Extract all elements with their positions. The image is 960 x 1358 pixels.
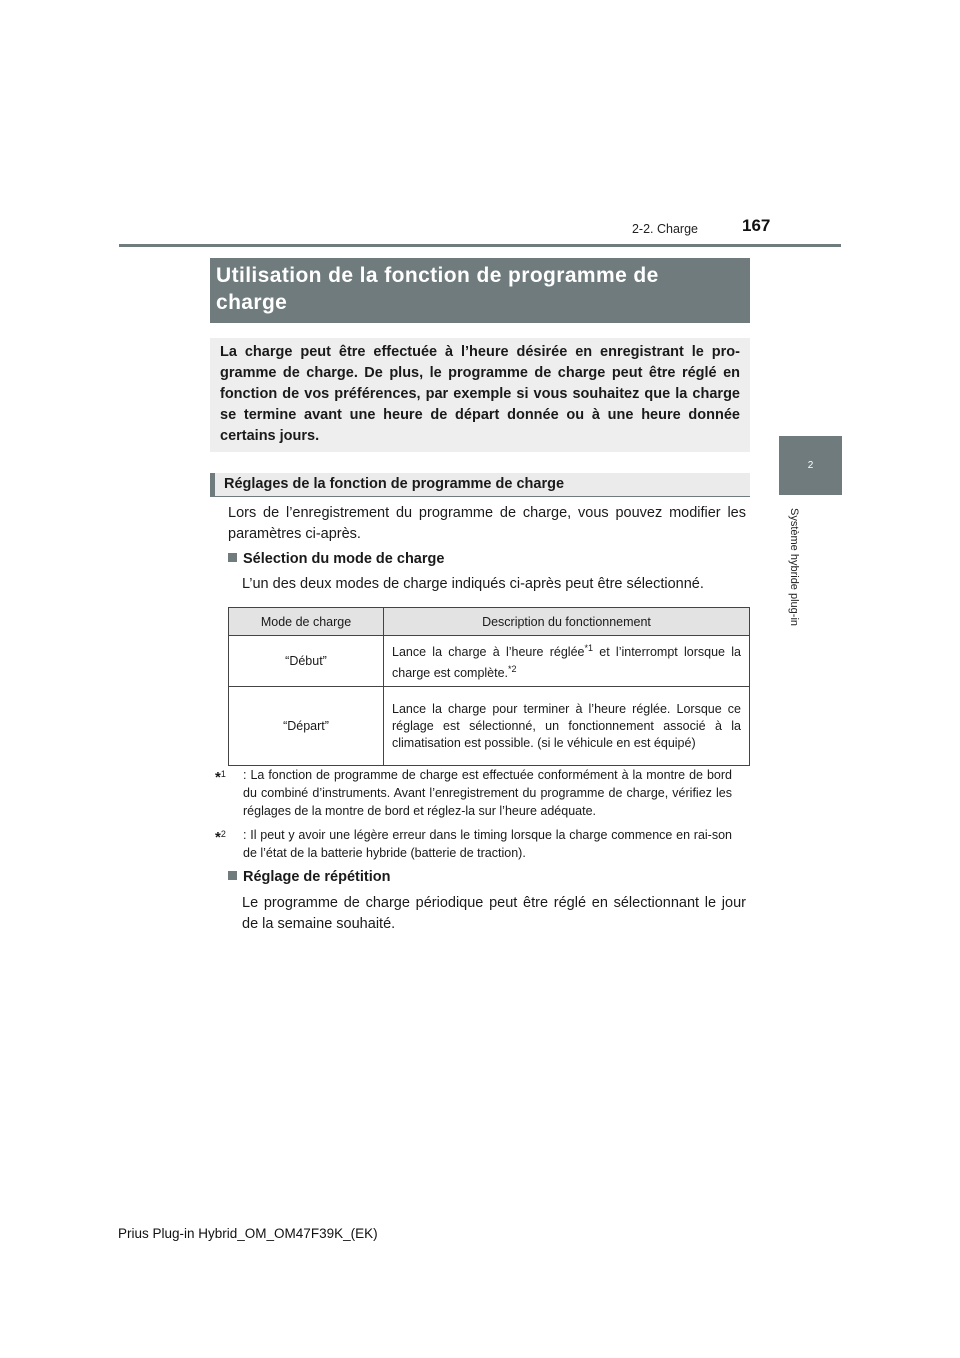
subheading-repeat-text: Réglage de répétition [243,869,391,885]
chapter-tab-label: Système hybride plug-in [788,508,800,627]
intro-box [210,338,750,452]
document-footer: Prius Plug-in Hybrid_OM_OM47F39K_(EK) [118,1226,378,1241]
table-header-row [229,608,750,636]
table-header-description: Description du fonctionnement [384,608,750,636]
footnote-1 [215,766,745,822]
table-cell-mode: “Départ” [229,687,384,766]
footnote-text: : Il peut y avoir une légère erreur dans le timing lorsque la charge commence en rai-son de l’état de la batterie hybride (batterie de traction). [243,828,732,860]
section-heading [210,473,750,497]
desc-text: et l’interrompt lorsque la charge est complète. [392,645,741,681]
section-heading-bar [210,473,215,497]
table-cell-description [384,636,750,687]
subheading-charge-mode [228,551,444,567]
chapter-tab-number: 2 [807,460,814,471]
paragraph-intro-settings: Lors de l’enregistrement du programme de charge, vous pouvez modifier les paramètres ci-après. [228,505,746,542]
subheading-repeat [228,869,390,885]
table-cell-description: Lance la charge pour terminer à l’heure réglée. Lorsque ce réglage est sélectionné, un fonctionnement associé à la climatisation est possible. (si le véhicule en est équipé) [384,687,750,766]
page-title [210,258,750,323]
footnote-star: * [215,769,221,786]
table-cell-mode: “Début” [229,636,384,687]
footnote-number: 1 [220,769,226,779]
footnote-ref: *2 [508,664,517,675]
page-number: 167 [742,216,771,235]
bullet-square-icon [228,871,237,880]
subheading-charge-mode-text: Sélection du mode de charge [243,551,445,567]
footnote-star: * [215,829,221,846]
page-title-line2: charge [216,291,288,314]
paragraph-repeat: Le programme de charge périodique peut être réglé en sélectionnant le jour de la semaine souhaité. [242,895,746,932]
intro-text: La charge peut être effectuée à l’heure désirée en enregistrant le pro-gramme de charge. De plus, le programme de charge peut être réglé en fonction de vos préférences, par exemple si vous souhaitez que la charge se termine avant une heure de départ donnée ou à une heure donnée certains jours. [220,344,740,444]
table-header-mode: Mode de charge [229,608,384,636]
footnote-number: 2 [220,829,226,839]
page-title-line1: Utilisation de la fonction de programme de [216,264,659,287]
bullet-square-icon [228,553,237,562]
paragraph-charge-mode: L’un des deux modes de charge indiqués ci-après peut être sélectionné. [242,576,704,592]
header-divider [119,244,841,247]
footnote-marker [215,765,226,787]
section-heading-text: Réglages de la fonction de programme de charge [224,476,565,492]
footnote-2 [215,826,745,866]
table-row [229,687,750,766]
footnote-marker [215,825,226,847]
chapter-tab[interactable] [779,436,842,495]
charge-mode-table [228,607,750,766]
footnote-ref: *1 [584,643,593,653]
section-breadcrumb: 2-2. Charge [631,222,698,236]
desc-text: Lance la charge à l’heure réglée [392,645,585,660]
footnote-text: : La fonction de programme de charge est effectuée conformément à la montre de bord du combiné d’instruments. Avant l’enregistrement du programme de charge, vérifiez les réglages de la montre de bord et réglez-la sur l’heure adéquate. [243,768,732,818]
table-row [229,636,750,687]
